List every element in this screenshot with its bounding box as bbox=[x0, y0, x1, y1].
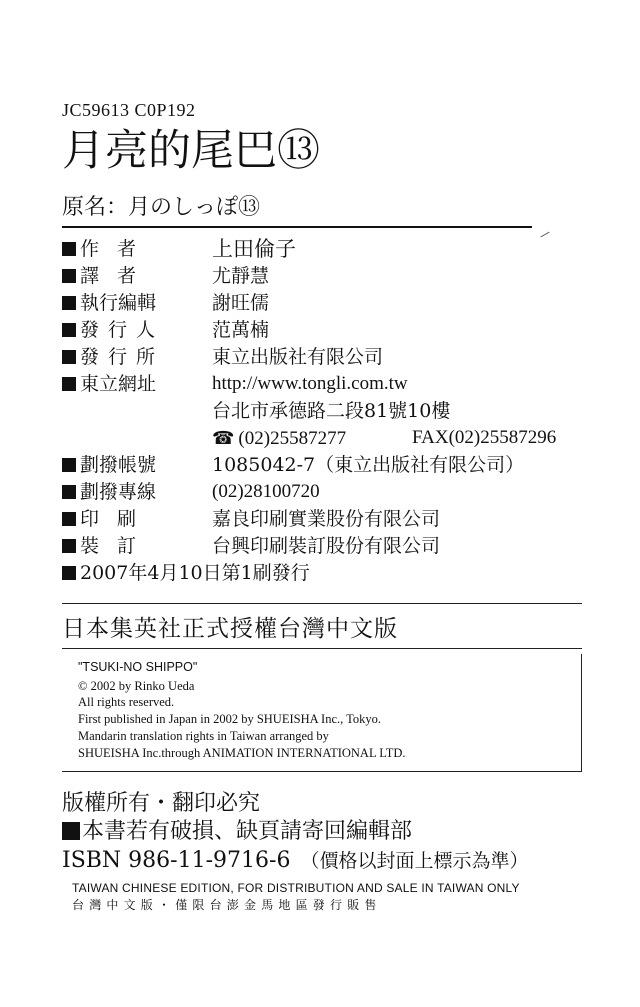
agency-line: SHUEISHA Inc.through ANIMATION INTERNATIONAL LTD. bbox=[78, 746, 406, 760]
edition-english: TAIWAN CHINESE EDITION, FOR DISTRIBUTION AND SALE IN TAIWAN ONLY bbox=[72, 881, 520, 895]
address: 台北市承德路二段81號10樓 bbox=[212, 400, 451, 422]
divider bbox=[62, 648, 582, 649]
credit-value: 范萬楠 bbox=[212, 319, 270, 341]
credit-label: 譯者 bbox=[80, 265, 155, 287]
credit-label: 劃撥帳號 bbox=[80, 454, 157, 476]
telephone-icon: ☎ bbox=[212, 428, 235, 448]
credit-label: 發行所 bbox=[80, 346, 165, 368]
phone bbox=[212, 425, 346, 452]
credit-label: 劃撥專線 bbox=[80, 481, 157, 503]
credit-value: 台興印刷裝訂股份有限公司 bbox=[212, 535, 441, 557]
credit-label: 裝訂 bbox=[80, 535, 155, 557]
bullet-square-icon bbox=[62, 269, 76, 283]
bullet-square-icon bbox=[62, 377, 76, 391]
bullet-square-icon bbox=[62, 296, 76, 310]
phone-fax-row bbox=[62, 425, 582, 452]
price-note: （價格以封面上標示為準） bbox=[300, 850, 529, 872]
bullet-square-icon bbox=[62, 566, 76, 580]
bullet-square-icon bbox=[62, 539, 76, 553]
bullet-square-icon bbox=[62, 512, 76, 526]
isbn-line bbox=[62, 846, 528, 873]
authorization-statement: 日本集英社正式授權台灣中文版 bbox=[62, 616, 398, 642]
credit-row-publishing-house bbox=[62, 344, 582, 371]
credit-label: 作者 bbox=[80, 238, 155, 260]
credit-value: 東立出版社有限公司 bbox=[212, 346, 384, 368]
bullet-square-icon bbox=[62, 242, 76, 256]
catalog-code: JC59613 C0P192 bbox=[62, 100, 196, 120]
credit-row-publisher bbox=[62, 317, 582, 344]
divider bbox=[62, 603, 582, 604]
website-url[interactable]: http://www.tongli.com.tw bbox=[212, 373, 408, 394]
credit-row-website bbox=[62, 371, 582, 398]
credit-label: 印刷 bbox=[80, 508, 155, 530]
credit-label: 發行人 bbox=[80, 319, 165, 341]
rights-line: All rights reserved. bbox=[78, 695, 175, 709]
credit-label: 東立網址 bbox=[80, 373, 157, 395]
phone-number: (02)25587277 bbox=[238, 428, 347, 449]
translation-line: Mandarin translation rights in Taiwan arranged by bbox=[78, 729, 329, 743]
print-date: 2007年4月10日第1刷發行 bbox=[80, 562, 310, 584]
credit-label: 執行編輯 bbox=[80, 292, 157, 314]
fax-number: FAX(02)25587296 bbox=[412, 427, 557, 448]
bullet-square-icon bbox=[62, 485, 76, 499]
bullet-square-icon bbox=[62, 350, 76, 364]
credit-row-printing bbox=[62, 506, 582, 533]
credit-value: 嘉良印刷實業股份有限公司 bbox=[212, 508, 441, 530]
address-row bbox=[62, 398, 582, 425]
credit-value: 謝旺儒 bbox=[212, 292, 270, 314]
bullet-square-icon bbox=[62, 323, 76, 337]
title-divider bbox=[62, 226, 532, 228]
book-title: 月亮的尾巴⑬ bbox=[62, 126, 320, 176]
bullet-square-icon bbox=[62, 458, 76, 472]
credit-row-editor bbox=[62, 290, 582, 317]
credit-row-account bbox=[62, 452, 582, 479]
credits-list bbox=[62, 236, 582, 590]
edition-chinese: 台灣中文版・僅限台澎金馬地區發行販售 bbox=[72, 898, 382, 912]
credit-value: 1085042-7（東立出版社有限公司） bbox=[212, 454, 525, 476]
english-rights-box bbox=[62, 654, 582, 772]
credit-value: 尤靜慧 bbox=[212, 265, 270, 287]
credit-value: 上田倫子 bbox=[212, 237, 296, 261]
credit-value: (02)28100720 bbox=[212, 481, 320, 502]
bullet-square-icon bbox=[62, 822, 80, 840]
publication-line: First published in Japan in 2002 by SHUEISHA Inc., Tokyo. bbox=[78, 712, 382, 726]
credit-row-author bbox=[62, 236, 582, 263]
original-title: 原名：月のしっぽ⑬ bbox=[62, 195, 261, 220]
credit-row-translator bbox=[62, 263, 582, 290]
print-date-row bbox=[62, 560, 582, 590]
rights-notice: 版權所有・翻印必究 bbox=[62, 791, 261, 816]
isbn: ISBN 986-11-9716-6 bbox=[62, 848, 291, 873]
damage-notice bbox=[62, 814, 412, 845]
copyright-line: © 2002 by Rinko Ueda bbox=[78, 679, 195, 693]
english-title: "TSUKI-NO SHIPPO" bbox=[78, 660, 198, 674]
credit-row-binding bbox=[62, 533, 582, 560]
damage-text: 本書若有破損、缺頁請寄回編輯部 bbox=[82, 819, 413, 844]
credit-row-hotline bbox=[62, 479, 582, 506]
